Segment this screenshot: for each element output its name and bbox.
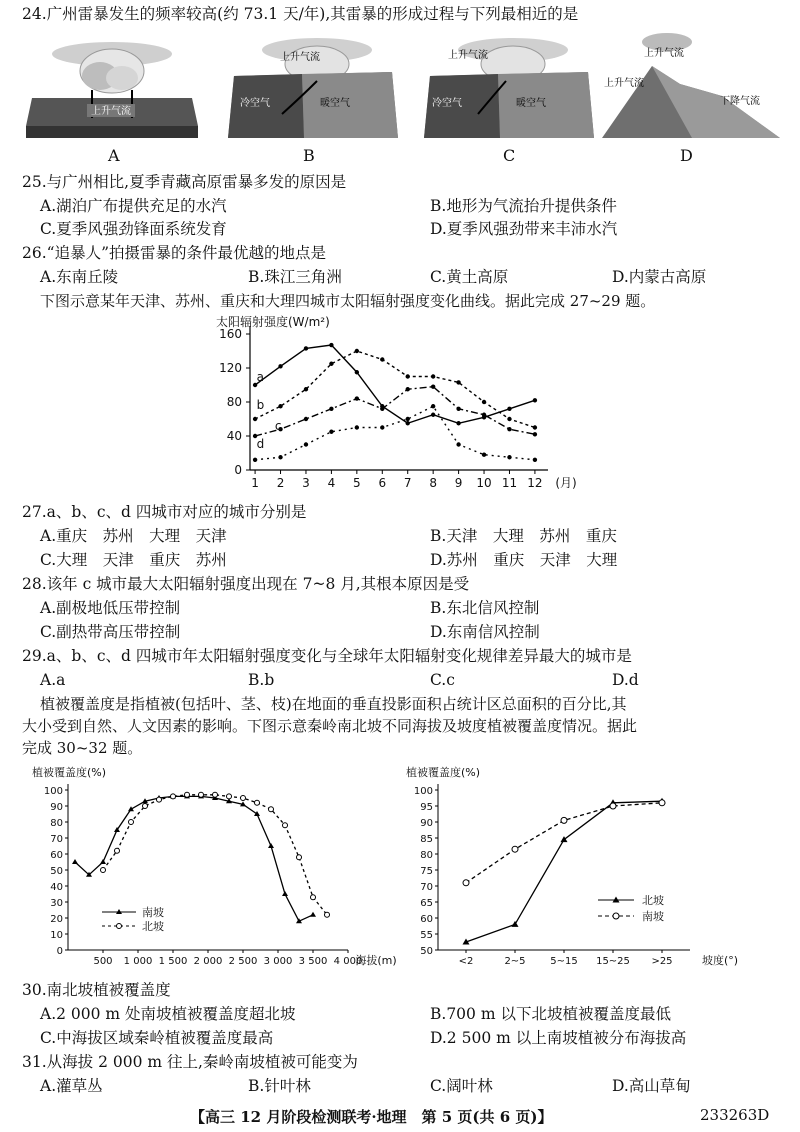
q30-option-d: D.2 500 m 以上南坡植被分布海拔高 <box>430 1029 687 1047</box>
photo-d-label-1: 上升气流 <box>604 78 644 89</box>
chart3-ytick-label: 60 <box>420 914 433 925</box>
chart2-ytick-label: 90 <box>50 802 63 813</box>
chart3-ytick-label: 100 <box>413 786 433 797</box>
chart1-xtick-label: 8 <box>429 476 437 490</box>
q29-option-b: B.b <box>248 671 275 689</box>
chart1-point-d <box>304 442 308 446</box>
chart1-point-d <box>406 417 410 421</box>
chart2-ytick-label: 50 <box>50 866 63 877</box>
chart1-point-c <box>431 385 435 389</box>
chart1-series-b <box>255 351 535 428</box>
chart1-point-d <box>431 404 435 408</box>
chart3-point-south <box>512 846 518 852</box>
intro-30-32-line2: 大小受到自然、人文因素的影响。下图示意秦岭南北坡不同海拔及坡度植被覆盖度情况。据此 <box>22 717 638 735</box>
chart3-point-south <box>463 880 469 886</box>
chart1-series-label-a: a <box>256 370 264 384</box>
chart2-xtick-label: 3 500 <box>298 956 328 967</box>
photo-c-label-0: 上升气流 <box>448 50 488 61</box>
photo-c <box>418 26 598 144</box>
chart1-xtick-label: 6 <box>378 476 387 490</box>
chart1-point-d <box>329 430 333 434</box>
chart2-ytick-label: 20 <box>50 914 63 925</box>
chart2-xtick-label: 4 000 <box>333 956 363 967</box>
q26-option-d: D.内蒙古高原 <box>612 268 707 286</box>
q30-option-c: C.中海拔区域秦岭植被覆盖度最高 <box>40 1029 274 1047</box>
chart3-ylabel: 植被覆盖度(%) <box>406 766 481 779</box>
q30-option-b: B.700 m 以下北坡植被覆盖度最低 <box>430 1005 671 1023</box>
chart1-point-a <box>304 346 308 350</box>
chart1-series-label-b: b <box>256 398 265 412</box>
chart2-point-south <box>310 912 316 917</box>
q26-option-b: B.珠江三角洲 <box>248 268 342 286</box>
chart1-point-c <box>329 407 333 411</box>
chart1-point-c <box>482 413 486 417</box>
chart3-ytick-label: 65 <box>420 898 433 909</box>
chart3-ytick-label: 80 <box>420 850 433 861</box>
chart1-point-c <box>507 427 511 431</box>
chart2-point-north <box>311 895 316 900</box>
chart2-point-north <box>101 868 106 873</box>
photo-d-letter: D <box>680 146 693 165</box>
chart2-ylabel: 植被覆盖度(%) <box>32 766 107 779</box>
chart1-xtick-label: 12 <box>527 476 543 490</box>
chart3-ytick-label: 55 <box>420 930 433 941</box>
q25-option-b: B.地形为气流抬升提供条件 <box>430 197 617 215</box>
chart2-point-north <box>227 794 232 799</box>
chart2-point-south <box>100 859 106 864</box>
chart1-point-c <box>533 432 537 436</box>
chart3-ytick-label: 95 <box>420 802 433 813</box>
chart2-point-south <box>72 859 78 864</box>
chart3-xtick-label: >25 <box>651 956 673 967</box>
q25-option-a: A.湖泊广布提供充足的水汽 <box>40 197 227 215</box>
intro-30-32-line3: 完成 30~32 题。 <box>22 739 143 757</box>
chart3-xtick-label: 15~25 <box>596 956 630 967</box>
chart1-point-a <box>329 343 333 347</box>
chart3-xtick-label: 5~15 <box>550 956 578 967</box>
chart2-xlabel: 海拔(m) <box>355 954 397 967</box>
q29-option-a: A.a <box>40 671 66 689</box>
q31-option-b: B.针叶林 <box>248 1077 311 1095</box>
q27-stem: 27.a、b、c、d 四城市对应的城市分别是 <box>22 503 307 521</box>
chart1-point-c <box>456 407 460 411</box>
chart1-xtick-label: 7 <box>403 476 412 490</box>
q28-option-d: D.东南信风控制 <box>430 623 540 641</box>
chart1-point-b <box>329 362 333 366</box>
chart2-point-north <box>199 792 204 797</box>
q25-option-c: C.夏季风强劲锋面系统发育 <box>40 220 227 238</box>
intro-27-29: 下图示意某年天津、苏州、重庆和大理四城市太阳辐射强度变化曲线。据此完成 27~29 题。 <box>40 292 656 310</box>
chart2-ytick-label: 40 <box>50 882 63 893</box>
chart1-series-label-c: c <box>274 419 282 433</box>
q31-option-a: A.灌草丛 <box>40 1077 103 1095</box>
q25-stem: 25.与广州相比,夏季青藏高原雷暴多发的原因是 <box>22 173 347 191</box>
q27-option-d: D.苏州 重庆 天津 大理 <box>430 551 618 569</box>
chart1-point-a <box>278 364 282 368</box>
photo-b <box>222 26 402 144</box>
chart2-ytick-label: 60 <box>50 850 63 861</box>
chart3-legend-marker-1 <box>613 913 619 919</box>
chart1-point-b <box>507 417 511 421</box>
chart2-point-north <box>255 800 260 805</box>
chart1-point-b <box>431 374 435 378</box>
photo-c-label-1: 冷空气 <box>432 98 462 109</box>
chart2-point-north <box>171 794 176 799</box>
q30-option-a: A.2 000 m 处南坡植被覆盖度超北坡 <box>40 1005 296 1023</box>
chart2-point-north <box>143 804 148 809</box>
photo-d <box>602 26 782 144</box>
chart3-ytick-label: 85 <box>420 834 433 845</box>
chart2-point-south <box>282 891 288 896</box>
chart1-point-a <box>406 421 410 425</box>
chart1-point-b <box>456 380 460 384</box>
chart1-ylabel: 太阳辐射强度(W/m²) <box>216 315 330 329</box>
chart2-point-north <box>325 912 330 917</box>
chart1-point-d <box>253 458 257 462</box>
q27-option-a: A.重庆 苏州 大理 天津 <box>40 527 227 545</box>
photo-c-letter: C <box>503 146 516 165</box>
chart2-xtick-label: 3 000 <box>263 956 293 967</box>
chart1-ytick-label: 40 <box>226 429 242 443</box>
chart2-xtick-label: 500 <box>93 956 113 967</box>
chart3-ytick-label: 50 <box>420 946 433 957</box>
q28-option-a: A.副极地低压带控制 <box>40 599 181 617</box>
chart1-point-b <box>406 374 410 378</box>
q31-stem: 31.从海拔 2 000 m 往上,秦岭南坡植被可能变为 <box>22 1053 358 1071</box>
q29-stem: 29.a、b、c、d 四城市年太阳辐射强度变化与全球年太阳辐射变化规律差异最大的城市是 <box>22 647 632 665</box>
chart2-ytick-label: 100 <box>43 786 63 797</box>
chart1-series-c <box>255 387 535 436</box>
chart1-point-a <box>507 407 511 411</box>
chart3-ytick-label: 70 <box>420 882 433 893</box>
chart1-point-d <box>456 442 460 446</box>
chart3-point-south <box>659 800 665 806</box>
chart1-point-a <box>533 398 537 402</box>
chart2-ytick-label: 10 <box>50 930 63 941</box>
chart1-xunit: (月) <box>555 476 577 490</box>
chart3-xlabel: 坡度(°) <box>701 954 739 967</box>
q27-option-b: B.天津 大理 苏州 重庆 <box>430 527 617 545</box>
chart1-point-c <box>406 387 410 391</box>
chart2-xtick-label: 2 500 <box>228 956 258 967</box>
chart1-point-a <box>355 370 359 374</box>
intro-30-32-line1: 植被覆盖度是指植被(包括叶、茎、枝)在地面的垂直投影面积占统计区总面积的百分比,其 <box>40 695 627 713</box>
q26-option-a: A.东南丘陵 <box>40 268 119 286</box>
q30-stem: 30.南北坡植被覆盖度 <box>22 981 171 999</box>
chart1-point-b <box>482 400 486 404</box>
photo-b-label-2: 暖空气 <box>320 98 350 109</box>
vegetation-altitude-chart <box>30 760 400 978</box>
photo-b-label-1: 冷空气 <box>240 98 270 109</box>
q26-option-c: C.黄土高原 <box>430 268 509 286</box>
chart2-xtick-label: 2 000 <box>193 956 223 967</box>
chart3-legend-label-0: 北坡 <box>642 894 664 907</box>
chart2-xtick-label: 1 500 <box>158 956 188 967</box>
chart1-point-c <box>355 396 359 400</box>
q28-option-b: B.东北信风控制 <box>430 599 540 617</box>
chart2-point-north <box>269 807 274 812</box>
chart1-point-b <box>380 357 384 361</box>
chart3-ytick-label: 75 <box>420 866 433 877</box>
chart2-ytick-label: 30 <box>50 898 63 909</box>
chart1-point-d <box>278 455 282 459</box>
photo-b-label-0: 上升气流 <box>280 52 320 63</box>
solar-radiation-chart <box>210 312 580 502</box>
chart2-ytick-label: 70 <box>50 834 63 845</box>
chart3-xtick-label: 2~5 <box>504 956 526 967</box>
q29-option-d: D.d <box>612 671 639 689</box>
chart3-point-south <box>561 817 567 823</box>
chart2-point-north <box>185 792 190 797</box>
chart1-point-c <box>380 407 384 411</box>
chart2-series-1 <box>103 795 327 915</box>
chart1-ytick-label: 160 <box>219 327 242 341</box>
chart1-xtick-label: 4 <box>327 476 336 490</box>
chart2-point-north <box>129 820 134 825</box>
chart2-legend-label-0: 南坡 <box>142 906 164 919</box>
chart1-xtick-label: 10 <box>476 476 492 490</box>
footer-title: 【高三 12 月阶段检测联考·地理 第 5 页(共 6 页)】 <box>190 1108 553 1126</box>
chart2-point-south <box>268 843 274 848</box>
photo-d-label-2: 下降气流 <box>720 96 760 107</box>
chart1-series-a <box>255 345 535 423</box>
photo-b-letter: B <box>303 146 315 165</box>
photo-a-letter: A <box>108 146 120 165</box>
photo-a <box>22 26 202 144</box>
chart1-point-d <box>507 455 511 459</box>
chart1-point-d <box>533 458 537 462</box>
chart1-xtick-label: 2 <box>276 476 285 490</box>
photo-d-label-0: 上升气流 <box>644 48 684 59</box>
chart1-point-b <box>355 349 359 353</box>
chart1-point-b <box>253 417 257 421</box>
photo-a-label-0: 上升气流 <box>91 106 131 117</box>
chart1-point-d <box>482 453 486 457</box>
chart2-legend-marker-1 <box>117 924 122 929</box>
q24-stem: 24.广州雷暴发生的频率较高(约 73.1 天/年),其雷暴的形成过程与下列最相近的是 <box>22 5 579 23</box>
chart2-xtick-label: 1 000 <box>123 956 153 967</box>
chart1-point-d <box>380 425 384 429</box>
chart2-point-north <box>213 792 218 797</box>
q29-option-c: C.c <box>430 671 455 689</box>
chart2-ytick-label: 0 <box>56 946 63 957</box>
chart1-point-b <box>278 404 282 408</box>
footer-code: 233263D <box>700 1106 770 1124</box>
q26-stem: 26.“追暴人”拍摄雷暴的条件最优越的地点是 <box>22 244 326 262</box>
q25-option-d: D.夏季风强劲带来丰沛水汽 <box>430 220 618 238</box>
chart2-point-north <box>115 848 120 853</box>
chart2-ytick-label: 80 <box>50 818 63 829</box>
chart2-point-north <box>283 823 288 828</box>
chart1-point-c <box>304 417 308 421</box>
chart1-point-a <box>431 413 435 417</box>
chart2-point-north <box>297 855 302 860</box>
chart1-xtick-label: 1 <box>251 476 259 490</box>
chart1-xtick-label: 11 <box>501 476 518 490</box>
photo-c-label-2: 暖空气 <box>516 98 546 109</box>
chart2-point-north <box>157 797 162 802</box>
chart1-ytick-label: 0 <box>234 463 242 477</box>
q28-option-c: C.副热带高压带控制 <box>40 623 181 641</box>
chart3-xtick-label: <2 <box>458 956 474 967</box>
chart3-ytick-label: 90 <box>420 818 433 829</box>
chart1-ytick-label: 120 <box>219 361 242 375</box>
chart1-point-d <box>355 425 359 429</box>
chart1-point-b <box>533 425 537 429</box>
chart1-series-label-d: d <box>256 436 265 451</box>
chart2-point-north <box>241 796 246 801</box>
q28-stem: 28.该年 c 城市最大太阳辐射强度出现在 7~8 月,其根本原因是受 <box>22 575 470 593</box>
vegetation-slope-chart <box>400 760 780 978</box>
chart3-point-north <box>512 921 519 927</box>
chart3-series-1 <box>466 803 662 883</box>
q27-option-c: C.大理 天津 重庆 苏州 <box>40 551 227 569</box>
chart3-legend-label-1: 南坡 <box>642 910 664 923</box>
chart2-legend-label-1: 北坡 <box>142 920 164 933</box>
q31-option-c: C.阔叶林 <box>430 1077 493 1095</box>
chart1-xtick-label: 9 <box>454 476 463 490</box>
chart1-ytick-label: 80 <box>226 395 242 409</box>
chart1-xtick-label: 5 <box>353 476 361 490</box>
q31-option-d: D.高山草甸 <box>612 1077 691 1095</box>
chart1-xtick-label: 3 <box>302 476 310 490</box>
chart2-point-south <box>254 811 260 816</box>
chart1-point-b <box>304 387 308 391</box>
chart1-point-a <box>456 421 460 425</box>
chart3-point-south <box>610 803 616 809</box>
